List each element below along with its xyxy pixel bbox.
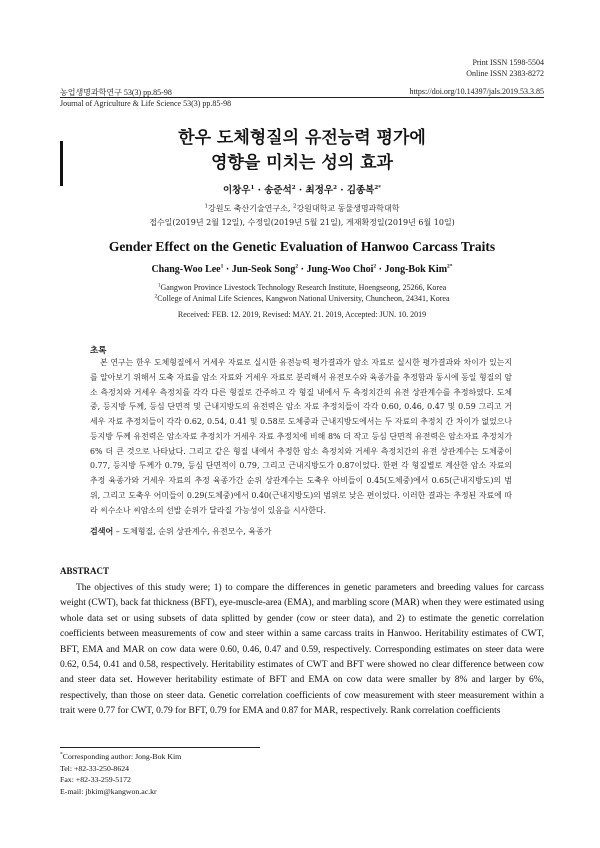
author-phone: Tel: +82-33-250-8624 (60, 763, 130, 773)
korean-title (60, 126, 544, 176)
english-affiliation-1: $^1$Gangwon Province Livestock Technology Research Institute, Hoengseong, 25266, Korea (157, 282, 447, 292)
english-dates: Received: FEB. 12. 2019, Revised: MAY. 21. 2019, Accepted: JUN. 10. 2019 (177, 310, 427, 319)
english-abstract-text: The objectives of this study were; 1) to compare the differences in genetic parameters and breeding values for carcass weight (CWT), back fat thickness (BFT), eye-muscle-area (EMA), and marbling score (MAR) when they were estimated using whole data set or using subsets of data splitted by gender (cow or steer data), and 2) to estimate the genetic correlation coefficients between measurements of cow and steer within a same carcass traits in Hanwoo. Heritability estimates of CWT, BFT, EMA and MAR on cow data were 0.60, 0.46, 0.47 and 0.59, respectively. Corresponding estimates on steer data were 0.62, 0.54, 0.41 and 0.58, respectively. Heritability estimates of CWT and BFT were showed no clear difference between cow and steer data set. However heritability estimate of BFT and EMA on cow data were smaller by 8% and larger by 6%, respectively, than those on steer data. Genetic correlation coefficients of cow measurement with steer measurement within a trait were 0.77 for CWT, 0.79 for BFT, 0.79 for EMA and 0.87 for MAR, respectively. Rank correlation coefficients (60, 583, 544, 717)
korean-abstract-heading: 초록 (90, 346, 107, 356)
corresponding-author: *Corresponding author: Jong-Bok Kim (60, 751, 182, 761)
author-kr-2: 송준석 (264, 185, 292, 196)
author-en-2: Jun-Seok Song (231, 264, 296, 275)
keywords-text: – 도체형질, 순위 상관계수, 유전모수, 육종가 (113, 527, 272, 536)
korean-abstract-body (90, 356, 512, 518)
korean-abstract-text: 본 연구는 한우 도체형질에서 거세우 자료로 실시한 유전능력 평가결과가 암소 자료로 실시한 평가결과와 차이가 있는지를 알아보기 위해서 도축 자료를 암소 자료와 거세우 자료로 분리해서 유전모수와 육종가를 추정함과 동시에 동일 형질의 암소 측정치와 거세우 측정치를 각각 다른 형질로 간주하고 각 형질 내에서 두 측정치간의 유전 상관계수를 추정하였다. 도체중, 등지방 두께, 등심 단면적 및 근내지방도의 유전력은 암소 자료 추정치들이 각각 0.60, 0.46, 0.47 및 0.59 그리고 거세우 자료 추정치들이 각각 0.62, 0.54, 0.41 및 0.58로 도체중과 근내지방도에서는 두 자료의 추정치 간 차이가 없었으나 등지방 두께 유전력은 암소자료 추정치가 거세우 자료 추정치에 비해 8% 더 작고 등심 단면적 유전력은 암소자료 추정치가 6% 더 큰 것으로 나타났다. 그리고 같은 형질 내에서 추정한 암소 측정치와 거세우 측정치간의 유전 상관계수는 도체중이 0.77, 등지방 두께가 0.79, 등심 단면적이 0.79, 그리고 근내지방도가 0.87이었다. 한편 각 형질별로 계산한 암소 자료의 추정 육종가와 거세우 자료의 추정 육종가간 순위 상관계수는 도축우 아비들이 0.45(도체중)에서 0.65(근내지방도)의 범위, 그리고 도축우 어미들이 0.29(도체중)에서 0.40(근내지방도)의 범위로 낮은 편이었다. 이러한 결과는 추정된 자료에 따라 씨수소나 씨암소의 선발 순위가 달라질 가능성이 있음을 시사한다. (90, 358, 512, 515)
corresponding-author-footnote (60, 751, 181, 797)
english-affiliations (60, 282, 544, 304)
korean-title-line2: 영향을 미치는 성의 효과 (211, 153, 393, 173)
header-rule (60, 97, 544, 98)
english-abstract-body (60, 581, 544, 720)
korean-affiliations: $^1$강원도 축산기술연구소, $^2$강원대학교 동물생명과학대학 (204, 203, 400, 213)
english-authors: Chang-Woo Lee$^1$ · Jun-Seok Song$^2$ · Jung-Woo Choi$^2$ · Jong-Bok Kim$^{2*}$ (151, 263, 453, 275)
korean-keywords (90, 526, 271, 537)
journal-english-citation: Journal of Agriculture & Life Science 53(3) pp.85-98 (60, 99, 232, 108)
author-fax: Fax: +82-33-259-5172 (60, 775, 131, 784)
english-affiliation-2: $^2$College of Animal Life Sciences, Kangwon National University, Chuncheon, 24341, Korea (154, 293, 450, 303)
online-issn: Online ISSN 2383-8272 (466, 68, 544, 78)
korean-title-line1: 한우 도체형질의 유전능력 평가에 (178, 128, 426, 148)
author-en-4: Jong-Bok Kim (384, 264, 448, 275)
print-issn: Print ISSN 1598-5504 (472, 58, 544, 67)
english-abstract-heading: ABSTRACT (60, 566, 110, 576)
keywords-label: 검색어 (90, 526, 114, 536)
journal-korean-citation: 농업생명과학연구 53(3) pp.85-98 (60, 88, 172, 97)
author-kr-1: 이창우 (222, 185, 251, 196)
english-title: Gender Effect on the Genetic Evaluation of Hanwoo Carcass Traits (108, 239, 496, 254)
footnote-rule (60, 747, 260, 748)
author-kr-4: 김종복 (346, 185, 375, 196)
korean-dates: 접수일(2019년 2월 12일), 수정일(2019년 5월 21일), 게재확정일(2019년 6월 10일) (149, 218, 455, 227)
korean-authors: 이창우$^1$ · 송준석$^2$ · 최정우$^2$ · 김종복$^{2*}$ (222, 184, 382, 196)
author-en-3: Jung-Woo Choi (306, 264, 374, 275)
doi-link[interactable]: https://doi.org/10.14397/jals.2019.53.3.85 (409, 87, 544, 96)
author-email[interactable]: E-mail: jbkim@kangwon.ac.kr (60, 786, 157, 796)
issn-block (466, 58, 544, 79)
author-en-1: Chang-Woo Lee (151, 264, 221, 275)
author-kr-3: 최정우 (305, 185, 334, 196)
